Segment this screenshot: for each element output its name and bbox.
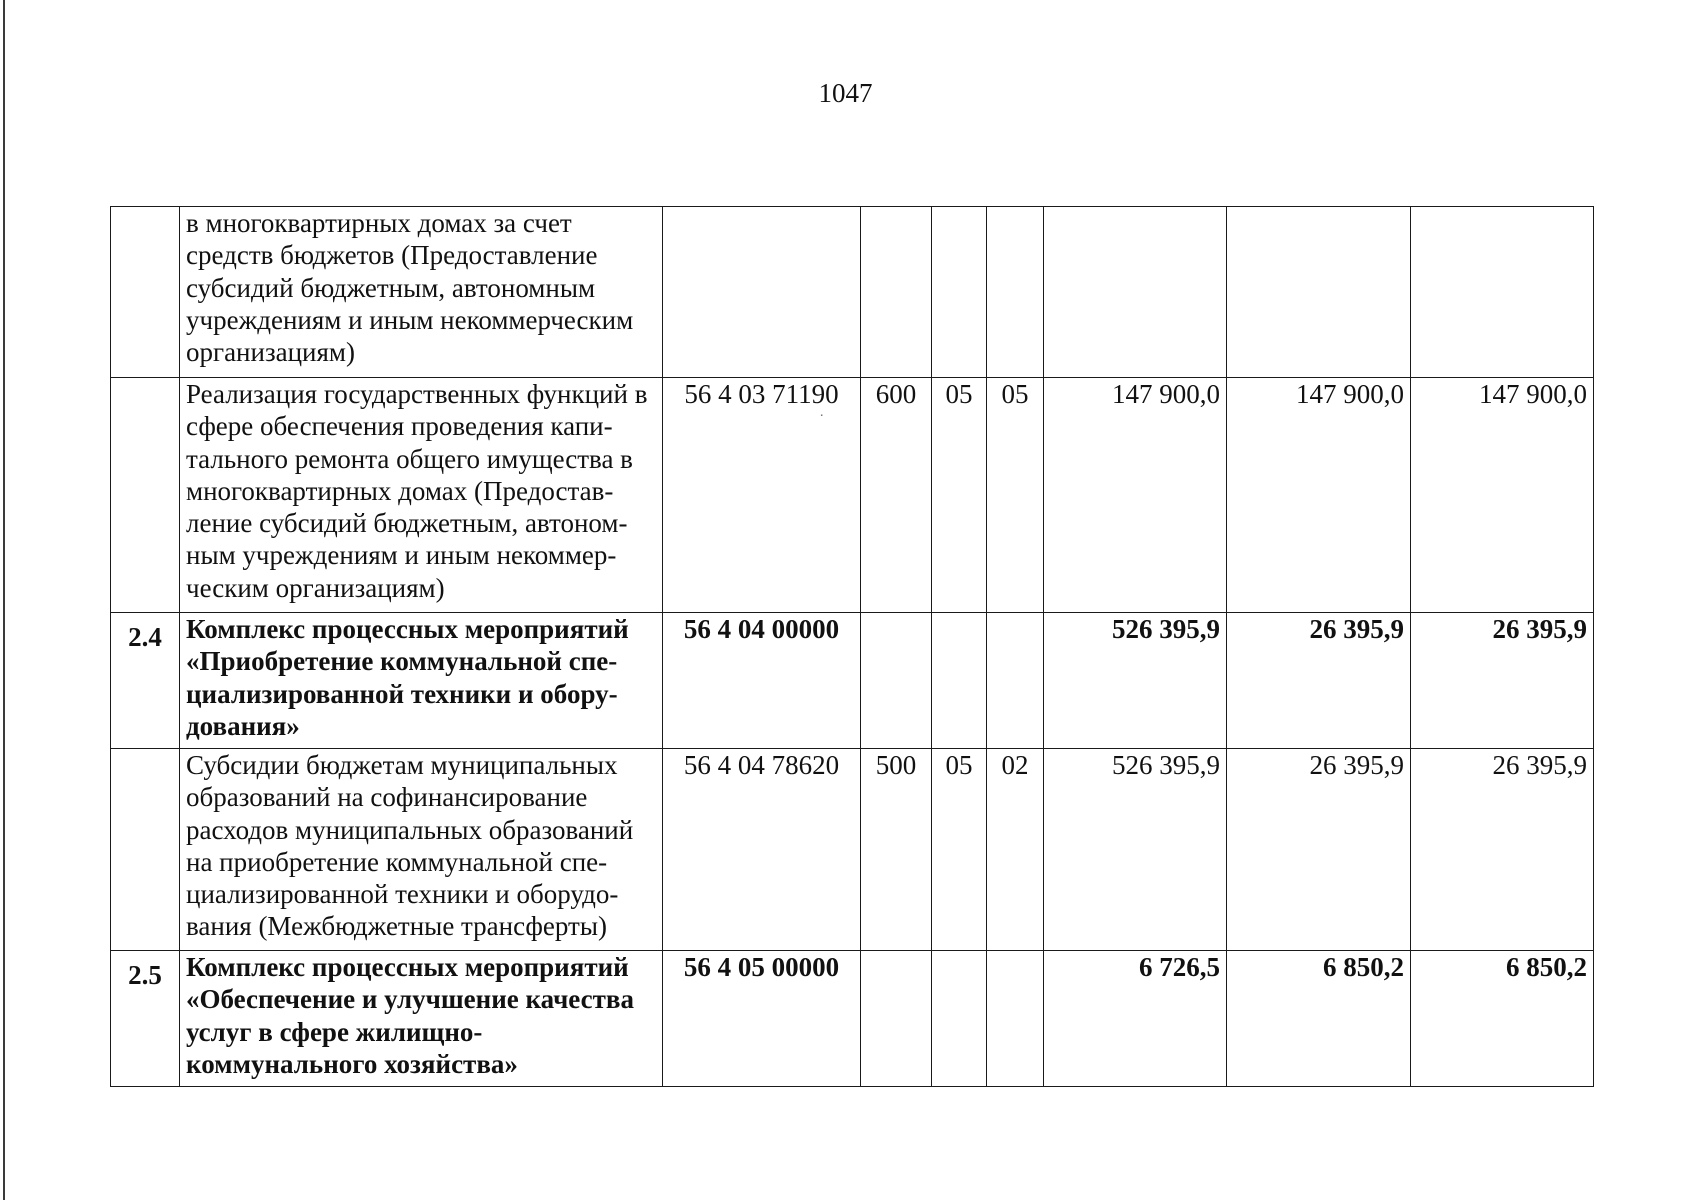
amount-year3-cell: [1411, 207, 1594, 378]
subsection-cell: 05: [987, 378, 1044, 613]
target-code-cell: [663, 207, 861, 378]
page-number: 1047: [818, 78, 873, 108]
subsection-cell: [987, 951, 1044, 1087]
amount-year1-cell: 526 395,9: [1044, 749, 1227, 951]
row-description-cell: Комплекс процессных мероприятий «Обеспечение и улучшение качества услуг в сфере жилищно-коммунального хозяйства»: [180, 951, 663, 1087]
row-number-cell: [111, 749, 180, 951]
row-number-cell: 2.5: [111, 951, 180, 1087]
table-row: [111, 378, 1594, 613]
row-description-cell: Реализация государственных функций в сфере обеспечения проведения капитального ремонта общего имущества в многоквартирных домах (Предоставление субсидий бюджетным, автономным учреждениям и иным некоммерческим организациям): [180, 378, 663, 613]
section-cell: [932, 613, 987, 749]
amount-year2-cell: 26 395,9: [1227, 613, 1411, 749]
amount-year1-cell: 147 900,0: [1044, 378, 1227, 613]
expense-type-cell: [861, 951, 932, 1087]
table-row: [111, 749, 1594, 951]
amount-year1-cell: [1044, 207, 1227, 378]
amount-year2-cell: 26 395,9: [1227, 749, 1411, 951]
target-code-cell: 56 4 04 00000: [663, 613, 861, 749]
expense-type-cell: [861, 613, 932, 749]
expense-type-cell: [861, 207, 932, 378]
amount-year3-cell: 147 900,0: [1411, 378, 1594, 613]
expense-type-cell: 500: [861, 749, 932, 951]
budget-table: [110, 206, 1594, 1087]
amount-year1-cell: 526 395,9: [1044, 613, 1227, 749]
amount-year1-cell: 6 726,5: [1044, 951, 1227, 1087]
section-cell: [932, 951, 987, 1087]
target-code-text: 56 4 03 71190: [684, 379, 839, 409]
row-number-cell: [111, 378, 180, 613]
row-description-cell: Субсидии бюджетам муниципальных образований на софинансирование расходов муниципальных образований на приобретение коммунальной специализированной техники и оборудования (Межбюджетные трансферты): [180, 749, 663, 951]
table-row: [111, 207, 1594, 378]
row-number-cell: [111, 207, 180, 378]
amount-year3-cell: 6 850,2: [1411, 951, 1594, 1087]
section-cell: 05: [932, 749, 987, 951]
table-row: [111, 951, 1594, 1087]
amount-year3-cell: 26 395,9: [1411, 613, 1594, 749]
target-code-cell: [663, 378, 861, 613]
target-code-cell: 56 4 05 00000: [663, 951, 861, 1087]
amount-year2-cell: 6 850,2: [1227, 951, 1411, 1087]
subsection-cell: [987, 207, 1044, 378]
scan-speck: ·: [819, 409, 824, 425]
table-row: [111, 613, 1594, 749]
row-description-cell: в многоквартирных домах за счет средств бюджетов (Предоставление субсидий бюджетным, автономным учреждениям и иным некоммерческим организациям): [180, 207, 663, 378]
amount-year3-cell: 26 395,9: [1411, 749, 1594, 951]
subsection-cell: 02: [987, 749, 1044, 951]
section-cell: 05: [932, 378, 987, 613]
amount-year2-cell: [1227, 207, 1411, 378]
section-cell: [932, 207, 987, 378]
expense-type-cell: 600: [861, 378, 932, 613]
target-code-cell: 56 4 04 78620: [663, 749, 861, 951]
subsection-cell: [987, 613, 1044, 749]
row-number-cell: 2.4: [111, 613, 180, 749]
row-description-cell: Комплекс процессных мероприятий «Приобретение коммунальной специализированной техники и оборудования»: [180, 613, 663, 749]
scan-left-edge: [3, 0, 5, 1200]
amount-year2-cell: 147 900,0: [1227, 378, 1411, 613]
